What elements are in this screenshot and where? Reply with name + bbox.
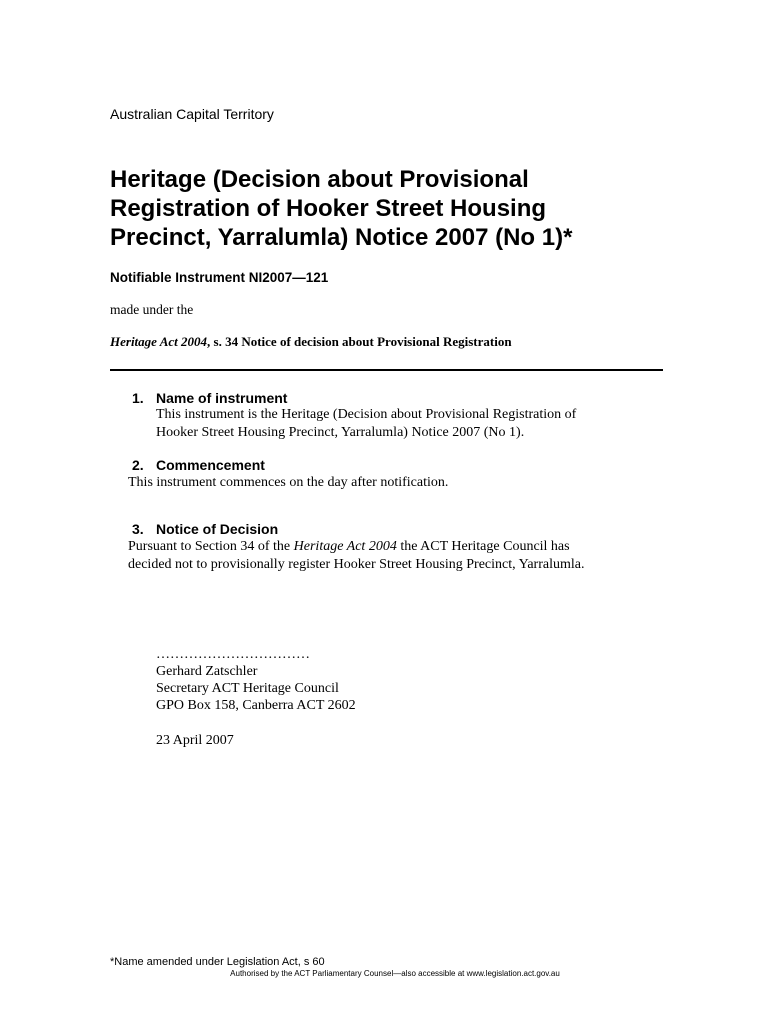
section-3-heading bbox=[132, 521, 278, 537]
section-3-number: 3. bbox=[132, 521, 144, 537]
section-1-body bbox=[156, 406, 656, 442]
section-1-number: 1. bbox=[132, 390, 144, 406]
title-line-2: Registration of Hooker Street Housing bbox=[110, 195, 547, 222]
section-3-title: Notice of Decision bbox=[156, 521, 279, 537]
section-3-body bbox=[128, 538, 668, 574]
authority-line bbox=[110, 334, 512, 350]
section-2-heading bbox=[132, 457, 265, 473]
section-3-act-name: Heritage Act 2004 bbox=[293, 539, 397, 554]
section-1-heading bbox=[132, 390, 287, 406]
signatory-address: GPO Box 158, Canberra ACT 2602 bbox=[156, 698, 356, 713]
authority-description: , s. 34 Notice of decision about Provisional Registration bbox=[207, 334, 512, 349]
section-2-body-line-1: This instrument commences on the day after notification. bbox=[128, 475, 449, 490]
title-line-1: Heritage (Decision about Provisional bbox=[110, 166, 529, 193]
section-2-title: Commencement bbox=[156, 457, 265, 473]
section-3-body-prefix: Pursuant to Section 34 of the bbox=[128, 539, 294, 554]
signatory-position: Secretary ACT Heritage Council bbox=[156, 681, 339, 696]
instrument-number: Notifiable Instrument NI2007—121 bbox=[110, 270, 329, 285]
signatory-name: Gerhard Zatschler bbox=[156, 664, 258, 679]
section-1-title: Name of instrument bbox=[156, 390, 288, 406]
section-2-body bbox=[128, 474, 648, 492]
page-footer: Authorised by the ACT Parliamentary Counsel—also accessible at www.legislation.act.gov.au bbox=[230, 969, 560, 978]
section-3-body-line-2: decided not to provisionally register Hooker Street Housing Precinct, Yarralumla. bbox=[128, 557, 585, 572]
section-3-body-suffix: the ACT Heritage Council has bbox=[396, 539, 570, 554]
made-under-text: made under the bbox=[110, 302, 194, 317]
horizontal-rule bbox=[110, 369, 663, 371]
signature-block bbox=[156, 646, 356, 714]
section-2-number: 2. bbox=[132, 457, 144, 473]
title-line-3: Precinct, Yarralumla) Notice 2007 (No 1)* bbox=[110, 224, 573, 251]
section-1-body-line-1: This instrument is the Heritage (Decision about Provisional Registration of bbox=[156, 407, 577, 422]
signature-date: 23 April 2007 bbox=[156, 733, 234, 748]
authority-act-name: Heritage Act 2004 bbox=[110, 334, 208, 349]
signature-dotted-line: …………………………… bbox=[156, 647, 310, 662]
section-1-body-line-2: Hooker Street Housing Precinct, Yarralumla) Notice 2007 (No 1). bbox=[156, 425, 525, 440]
jurisdiction-label: Australian Capital Territory bbox=[110, 106, 274, 122]
footnote: *Name amended under Legislation Act, s 60 bbox=[110, 956, 325, 968]
document-title bbox=[110, 165, 670, 252]
